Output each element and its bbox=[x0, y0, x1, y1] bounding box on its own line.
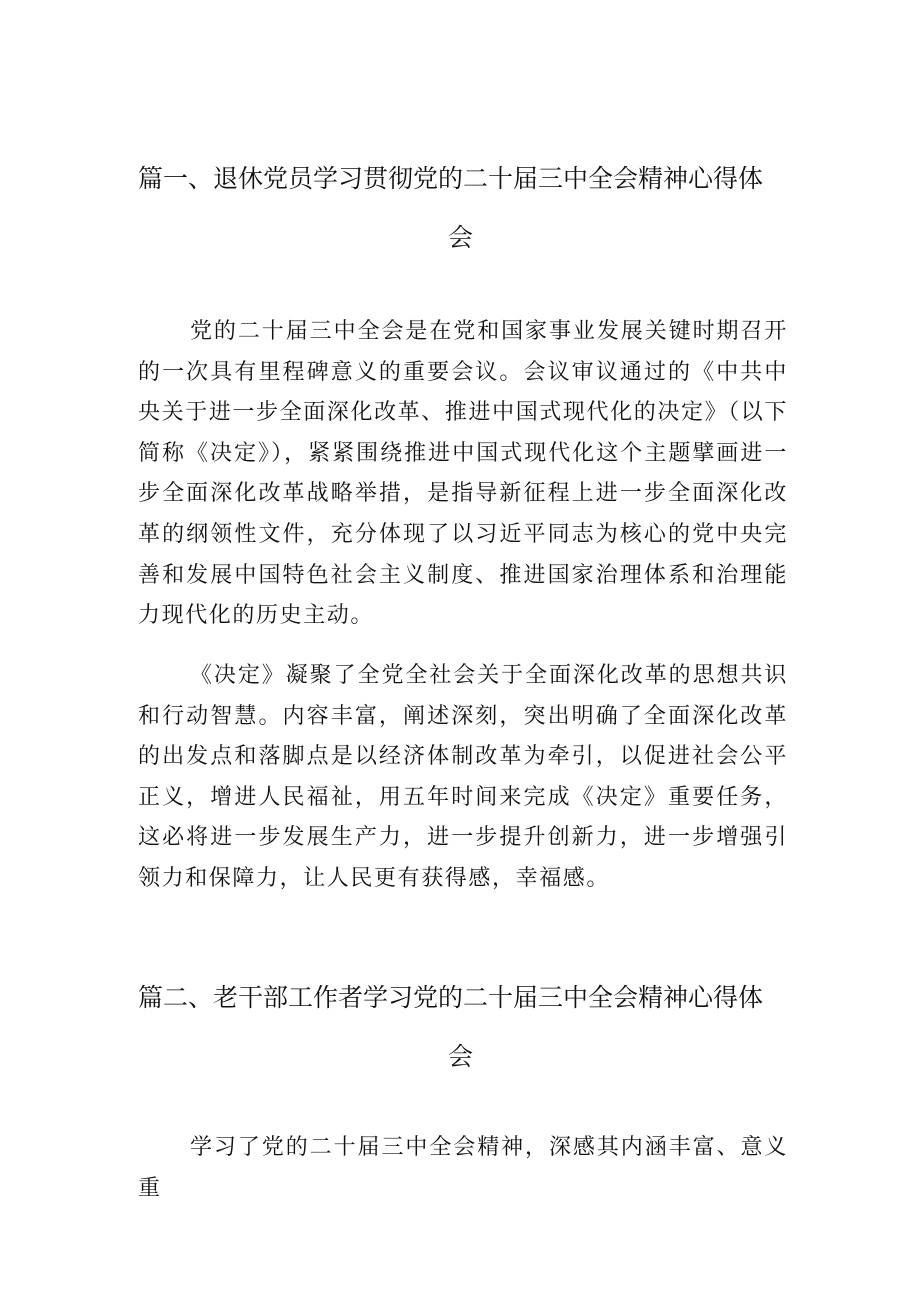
section-1-title bbox=[138, 159, 782, 252]
section-2-title-line-2: 会 bbox=[448, 1042, 474, 1071]
section-1-paragraph-1: 党的二十届三中全会是在党和国家事业发展关键时期召开的一次具有里程碑意义的重要会议。会议审议通过的《中共中央关于进一步全面深化改革、推进中国式现代化的决定》（以下简称《决定》），紧紧围绕推进中国式现代化这个主题擘画进一步全面深化改革战略举措，是指导新征程上进一步全面深化改革的纲领性文件，充分体现了以习近平同志为核心的党中央完善和发展中国特色社会主义制度、推进国家治理体系和治理能力现代化的历史主动。 bbox=[138, 319, 788, 629]
section-1-paragraph-2: 《决定》凝聚了全党全社会关于全面深化改革的思想共识和行动智慧。内容丰富，阐述深刻，突出明确了全面深化改革的出发点和落脚点是以经济体制改革为牵引，以促进社会公平正义，增进人民福祉，用五年时间来完成《决定》重要任务，这必将进一步发展生产力，进一步提升创新力，进一步增强引领力和保障力，让人民更有获得感，幸福感。 bbox=[138, 663, 788, 891]
section-2-title bbox=[138, 978, 782, 1071]
section-1-title-line-2: 会 bbox=[448, 223, 474, 252]
section-2-paragraph-1: 学习了党的二十届三中全会精神，深感其内涵丰富、意义重 bbox=[138, 1135, 788, 1201]
section-1-title-line-1: 篇一、退休党员学习贯彻党的二十届三中全会精神心得体 bbox=[138, 164, 764, 193]
section-2-title-line-1: 篇二、老干部工作者学习党的二十届三中全会精神心得体 bbox=[138, 983, 764, 1012]
